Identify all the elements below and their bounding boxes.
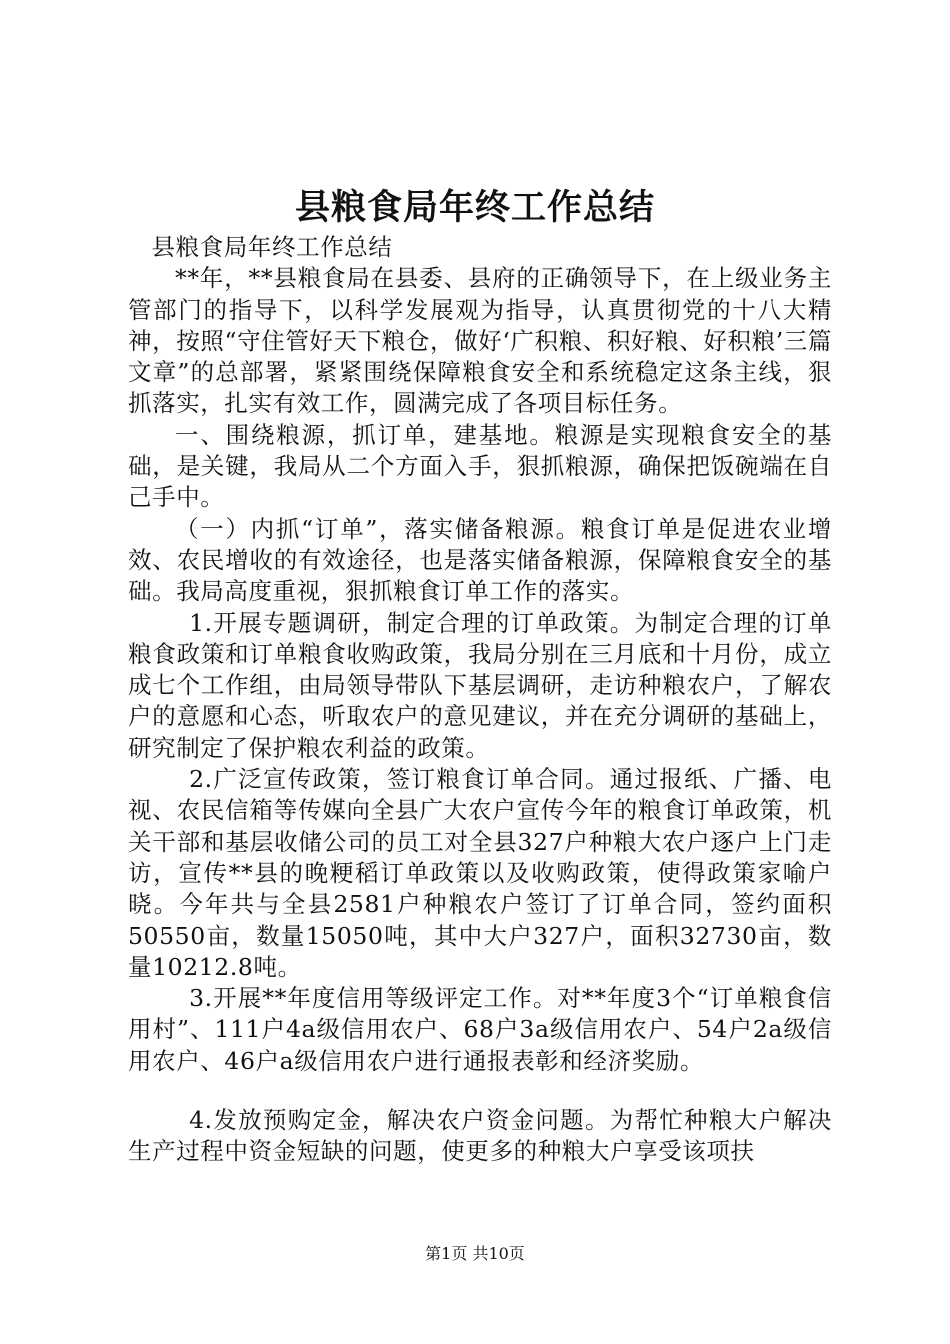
paragraph-item-1: 1.开展专题调研，制定合理的订单政策。为制定合理的订单粮食政策和订单粮食收购政策，我局分别在三月底和十月份，成立成七个工作组，由局领导带队下基层调研，走访种粮农户，了解农户的意愿和心态，听取农户的意见建议，并在充分调研的基础上，研究制定了保护粮农利益的政策。 (128, 608, 832, 762)
paragraph-intro: **年，**县粮食局在县委、县府的正确领导下，在上级业务主管部门的指导下，以科学发展观为指导，认真贯彻党的十八大精神，按照“守住管好天下粮仓，做好‘广积粮、积好粮、好积粮’三篇文章”的总部署，紧紧围绕保障粮食安全和系统稳定这条主线，狠抓落实，扎实有效工作，圆满完成了各项目标任务。 (128, 264, 832, 418)
paragraph-subsection-1: （一）内抓“订单”，落实储备粮源。粮食订单是促进农业增效、农民增收的有效途径，也是落实储备粮源，保障粮食安全的基础。我局高度重视，狠抓粮食订单工作的落实。 (128, 514, 832, 606)
paragraph-item-3: 3.开展**年度信用等级评定工作。对**年度3个“订单粮食信用村”、111户4a级信用农户、68户3a级信用农户、54户2a级信用农户、46户a级信用农户进行通报表彰和经济奖励。 (128, 984, 832, 1075)
document-body (128, 232, 832, 1168)
document-title: 县粮食局年终工作总结 (294, 187, 655, 228)
paragraph-subtitle: 县粮食局年终工作总结 (151, 233, 393, 261)
paragraph-item-4: 4.发放预购定金，解决农户资金问题。为帮忙种粮大户解决生产过程中资金短缺的问题，使更多的种粮大户享受该项扶 (128, 1106, 832, 1166)
page-footer: 第1页 共10页 (425, 1244, 525, 1263)
paragraph-section-1: 一、围绕粮源，抓订单，建基地。粮源是实现粮食安全的基础，是关键，我局从二个方面入手，狠抓粮源，确保把饭碗端在自己手中。 (128, 420, 832, 512)
paragraph-item-2: 2.广泛宣传政策，签订粮食订单合同。通过报纸、广播、电视、农民信箱等传媒向全县广大农户宣传今年的粮食订单政策，机关干部和基层收储公司的员工对全县327户种粮大农户逐户上门走访，宣传**县的晚粳稻订单政策以及收购政策，使得政策家喻户晓。今年共与全县2581户种粮农户签订了订单合同，签约面积50550亩，数量15050吨，其中大户327户，面积32730亩，数量10212.8吨。 (128, 765, 832, 981)
